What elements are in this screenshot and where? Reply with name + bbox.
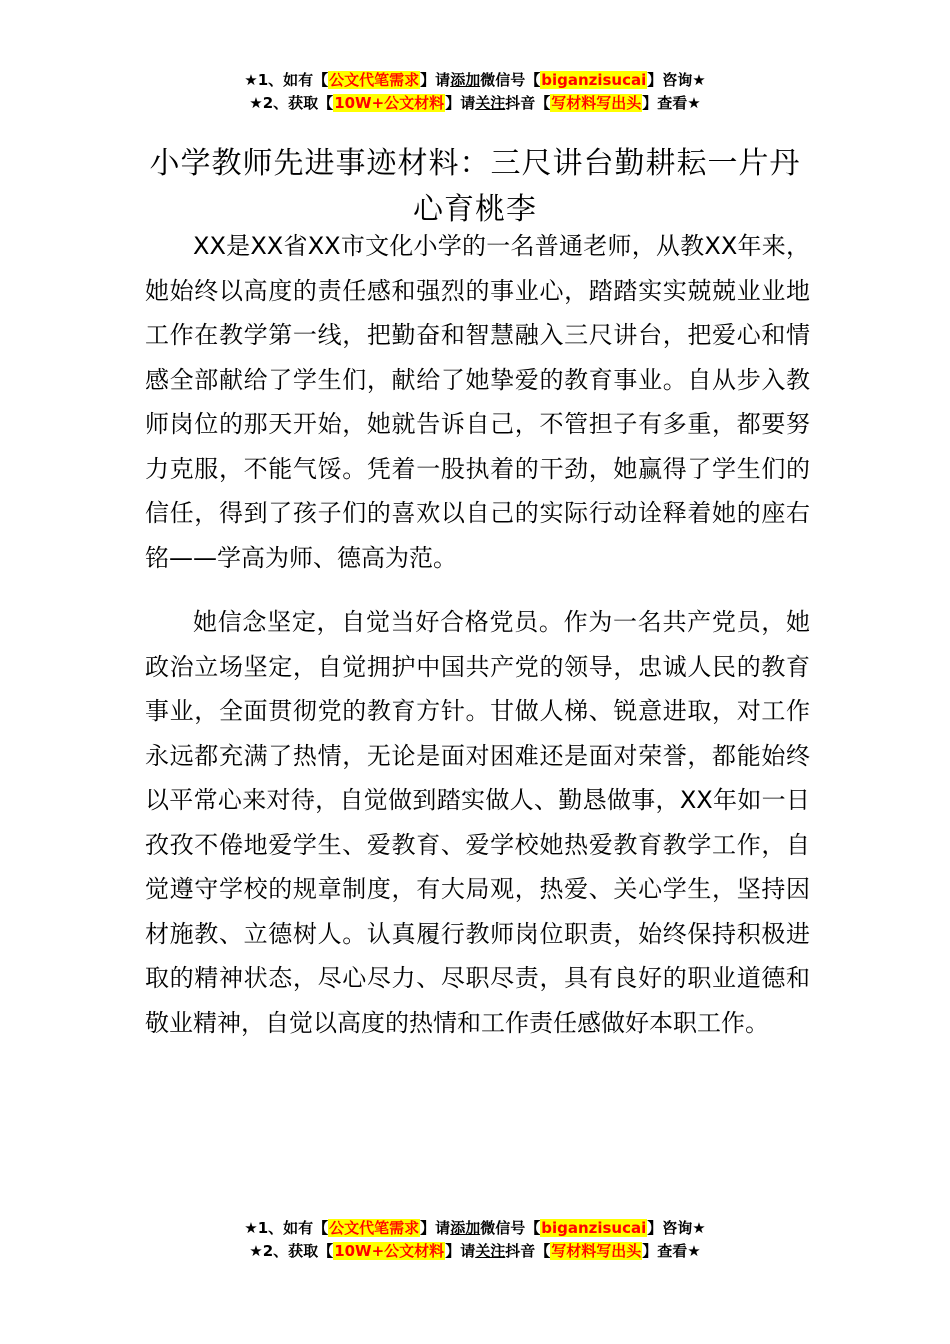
promo-highlight: 10W+公文材料: [334, 1242, 445, 1260]
promo-text: 微信号【: [480, 1219, 541, 1237]
promo-highlight: 10W+公文材料: [334, 94, 445, 112]
promo-emphasis: 添加: [450, 1219, 481, 1237]
promo-line-2: [0, 1240, 950, 1263]
promo-highlight: 公文代笔需求: [329, 71, 420, 89]
promo-text: 】请: [420, 71, 451, 89]
promo-line-1: [0, 69, 950, 92]
promo-text: ★2、获取【: [249, 1242, 334, 1260]
promo-text: 抖音【: [505, 1242, 551, 1260]
promo-text: 】请: [420, 1219, 451, 1237]
paragraph: XX是XX省XX市文化小学的一名普通老师，从教XX年来，她始终以高度的责任感和强烈的事业心，踏踏实实兢兢业业地工作在教学第一线，把勤奋和智慧融入三尺讲台，把爱心和情感全部献给了学生们，献给了她挚爱的教育事业。自从步入教师岗位的那天开始，她就告诉自己，不管担子有多重，都要努力克服，不能气馁。凭着一股执着的干劲，她赢得了学生们的信任，得到了孩子们的喜欢以自己的实际行动诠释着她的座右铭——学高为师、德高为范。: [145, 232, 810, 572]
promo-highlight: 公文代笔需求: [329, 1219, 420, 1237]
promo-text: ★2、获取【: [249, 94, 334, 112]
promo-line-1: [0, 1217, 950, 1240]
header-promo-banner: [0, 69, 950, 115]
document-body: [145, 224, 810, 1045]
promo-text: ★1、如有【: [244, 1219, 329, 1237]
promo-emphasis: 关注: [475, 1242, 506, 1260]
promo-text: 】咨询★: [647, 71, 706, 89]
promo-highlight-douyin: 写材料写出头: [551, 1242, 642, 1260]
promo-highlight-wechat: biganzisucai: [541, 71, 647, 89]
promo-line-2: [0, 92, 950, 115]
promo-text: ★1、如有【: [244, 71, 329, 89]
promo-text: 抖音【: [505, 94, 551, 112]
footer-promo-banner: [0, 1217, 950, 1263]
promo-text: 微信号【: [480, 71, 541, 89]
promo-text: 】请: [445, 1242, 476, 1260]
promo-emphasis: 关注: [475, 94, 506, 112]
paragraph: 她信念坚定，自觉当好合格党员。作为一名共产党员，她政治立场坚定，自觉拥护中国共产党的领导，忠诚人民的教育事业，全面贯彻党的教育方针。甘做人梯、锐意进取，对工作永远都充满了热情，无论是面对困难还是面对荣誉，都能始终以平常心来对待，自觉做到踏实做人、勤恳做事，XX年如一日孜孜不倦地爱学生、爱教育、爱学校她热爱教育教学工作，自觉遵守学校的规章制度，有大局观，热爱、关心学生，坚持因材施教、立德树人。认真履行教师岗位职责，始终保持积极进取的精神状态，尽心尽力、尽职尽责，具有良好的职业道德和敬业精神，自觉以高度的热情和工作责任感做好本职工作。: [145, 608, 810, 1037]
document-title: 小学教师先进事迹材料：三尺讲台勤耕耘一片丹心育桃李: [149, 146, 801, 228]
promo-text: 】咨询★: [647, 1219, 706, 1237]
promo-text: 】查看★: [642, 1242, 701, 1260]
promo-highlight-douyin: 写材料写出头: [551, 94, 642, 112]
promo-highlight-wechat: biganzisucai: [541, 1219, 647, 1237]
promo-emphasis: 添加: [450, 71, 481, 89]
promo-text: 】请: [445, 94, 476, 112]
promo-text: 】查看★: [642, 94, 701, 112]
